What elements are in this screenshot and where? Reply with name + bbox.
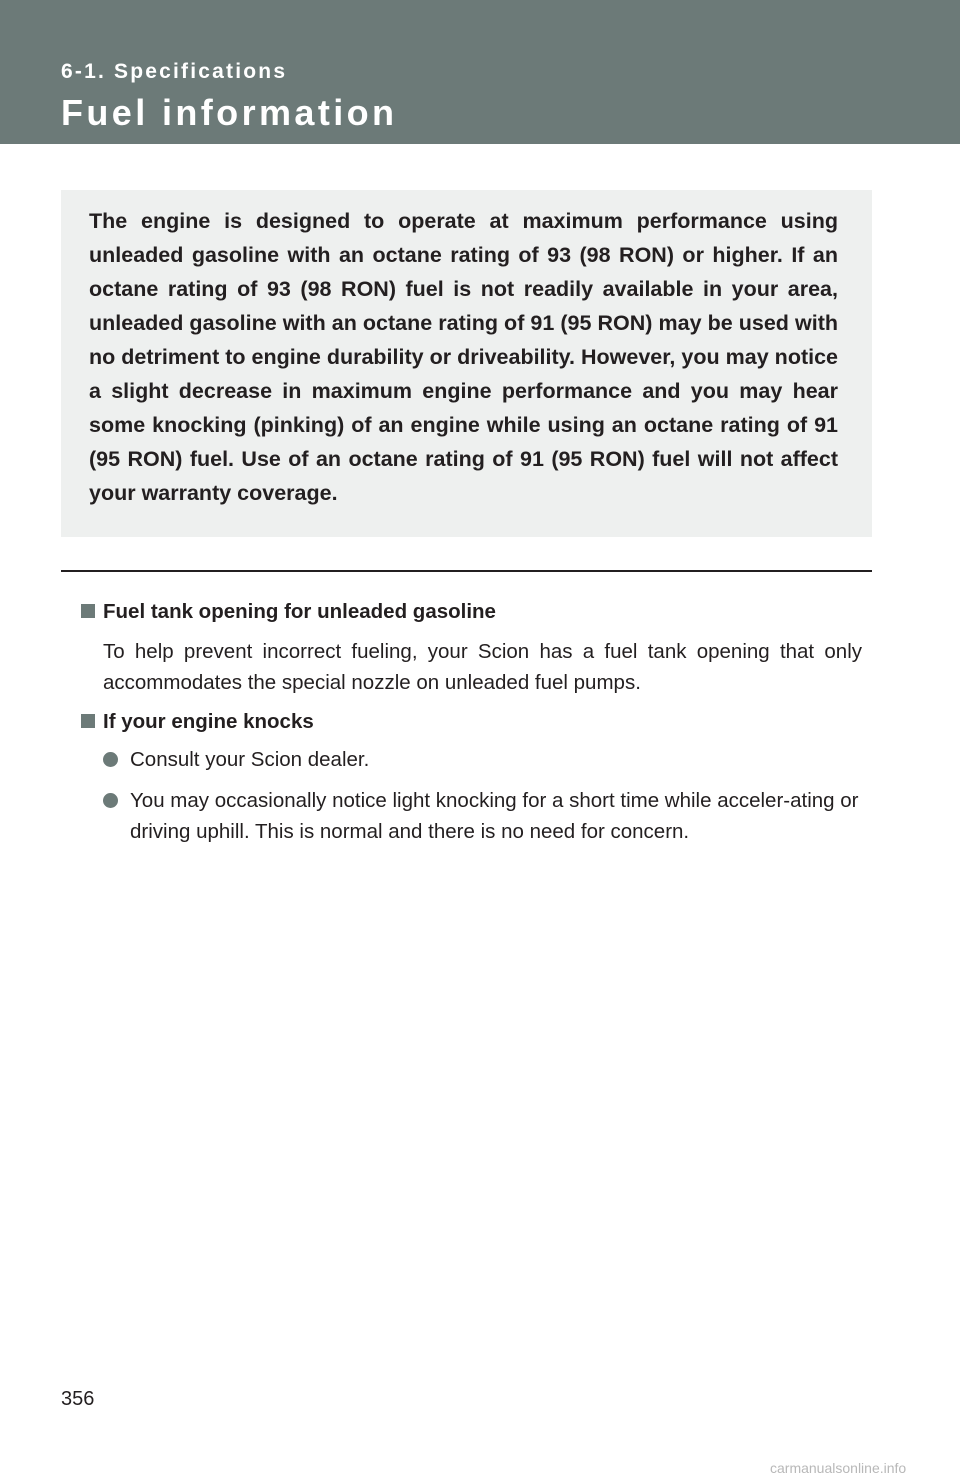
section-heading-text: Fuel tank opening for unleaded gasoline [103,600,496,623]
section-heading-engine-knocks [81,708,862,736]
section-body-fuel-tank: To help prevent incorrect fueling, your Scion has a fuel tank opening that only accommodates the special nozzle on unleaded fuel pumps. [103,640,862,694]
round-bullet-icon [103,752,118,767]
list-item-text: Consult your Scion dealer. [130,748,370,771]
square-bullet-icon [81,604,95,618]
section-heading-text: If your engine knocks [103,710,314,733]
page-number: 356 [61,1388,95,1410]
page-title: Fuel information [61,92,398,133]
list-item [103,744,862,775]
list-item-text: You may occasionally notice light knocking for a short time while acceler-ating or driving uphill. This is normal and there is no need for concern. [130,789,859,843]
watermark: carmanualsonline.info [770,1460,907,1476]
header-band [0,0,960,144]
divider [61,570,872,572]
intro-box [61,190,872,537]
section-heading-fuel-tank [81,598,862,626]
section-label: 6-1. Specifications [61,60,288,83]
square-bullet-icon [81,714,95,728]
round-bullet-icon [103,793,118,808]
content [81,598,862,847]
list-item [103,785,862,847]
intro-text: The engine is designed to operate at maximum performance using unleaded gasoline with an octane rating of 93 (98 RON) or higher. If an octane rating of 93 (98 RON) fuel is not readily available in your area, unleaded gasoline with an octane rating of 91 (95 RON) may be used with no detriment to engine durability or driveability. However, you may notice a slight decrease in maximum engine performance and you may hear some knocking (pinking) of an engine while using an octane rating of 91 (95 RON) fuel. Use of an octane rating of 91 (95 RON) fuel will not affect your warranty coverage. [89,209,838,505]
